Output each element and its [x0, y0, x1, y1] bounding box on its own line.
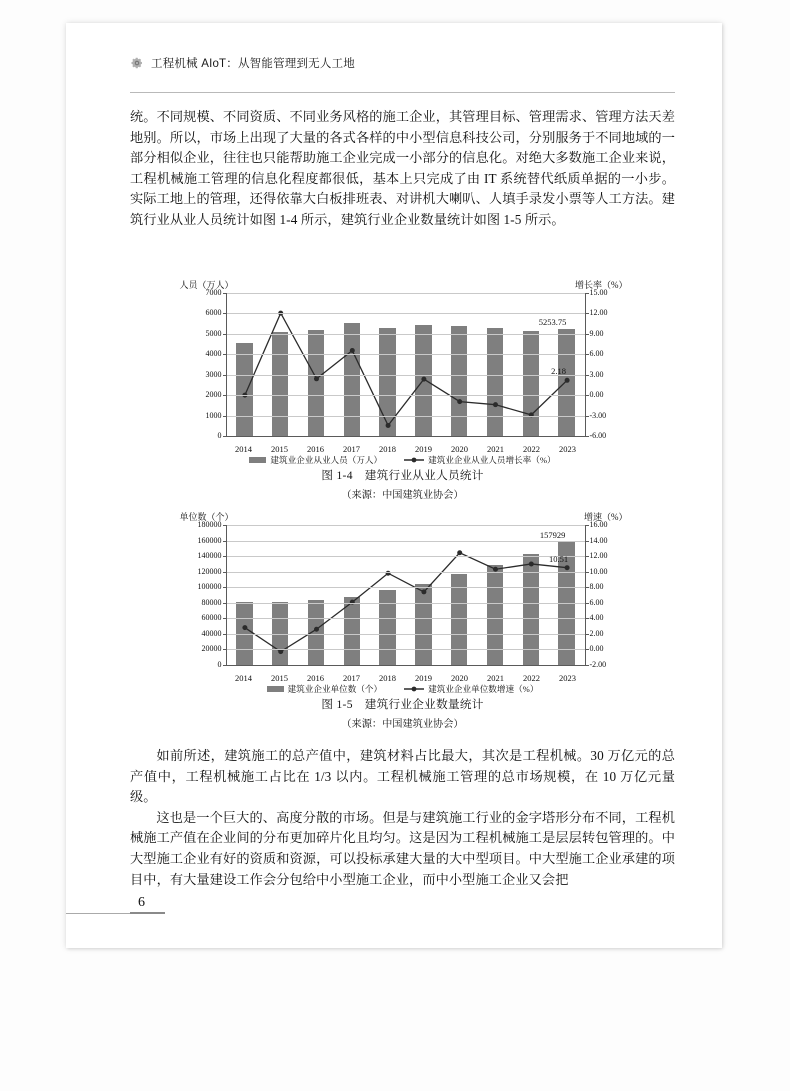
- y2-axis-tick-label: 6.00: [589, 349, 604, 359]
- y-axis-tick-label: 140000: [197, 551, 222, 561]
- legend-item-bar: [267, 683, 383, 695]
- y2-axis-tick: [585, 313, 589, 314]
- y-axis-tick: [223, 587, 227, 588]
- line-marker: [421, 377, 426, 382]
- legend-item-bar: [249, 454, 382, 466]
- y-axis-tick: [223, 416, 227, 417]
- line-marker: [314, 376, 319, 381]
- legend-line-swatch: [404, 456, 424, 464]
- chart-1-5-legend: [178, 683, 628, 695]
- gridline: [227, 541, 585, 542]
- gridline: [227, 556, 585, 557]
- y-axis-tick: [223, 395, 227, 396]
- paragraph-2: 如前所述，建筑施工的总产值中，建筑材料占比最大，其次是工程机械。30 万亿元的总产值中，工程机械施工占比在 1/3 以内。工程机械施工管理的总市场规模，在 10 万亿元量级。: [130, 748, 675, 805]
- chart-1-5-right-axis-title: 增速（%）: [584, 512, 628, 522]
- y-axis-tick: [223, 556, 227, 557]
- y2-axis-tick-label: 8.00: [589, 582, 604, 592]
- y2-axis-tick-label: -6.00: [589, 431, 607, 440]
- gridline: [227, 293, 585, 294]
- y-axis-tick-label: 5000: [205, 328, 222, 338]
- y-axis-tick: [223, 375, 227, 376]
- x-axis-tick-label: 2023: [559, 444, 576, 454]
- gridline: [227, 354, 585, 355]
- gridline: [227, 603, 585, 604]
- data-label: 2.18: [551, 366, 567, 377]
- y2-axis-tick-label: 4.00: [589, 613, 604, 623]
- line-marker: [242, 625, 247, 630]
- gridline: [227, 416, 585, 417]
- paragraph-3: 这也是一个巨大的、高度分散的市场。但是与建筑施工行业的金字塔形分布不同，工程机械施工产值在企业间的分布更加碎片化且均匀。这是因为工程机械施工是层层转包管理的。中大型施工企业有好的资质和资源，可以投标承建大量的大中型项目。中大型施工企业承建的项目中，有大量建设工作会分包给中小型施工企业，而中小型施工企业又会把: [130, 809, 675, 887]
- y2-axis-tick: [585, 665, 589, 666]
- figure-1-4-caption: 图 1-4 建筑行业从业人员统计: [321, 469, 484, 482]
- chart-1-5: [178, 510, 628, 692]
- legend-item-line: [404, 683, 538, 695]
- x-axis-tick-label: 2016: [307, 673, 324, 683]
- y-axis-tick: [223, 634, 227, 635]
- figure-1-4-source: （来源：中国建筑业协会）: [341, 490, 464, 501]
- chart-1-4-plot: [205, 288, 608, 440]
- body-text-top: [130, 107, 675, 231]
- gridline: [227, 572, 585, 573]
- x-axis-tick-label: 2018: [379, 673, 396, 683]
- x-axis-tick-label: 2015: [271, 444, 288, 454]
- chart-1-4-right-axis-title: 增长率（%）: [575, 280, 628, 290]
- y2-axis-tick-label: 6.00: [589, 597, 604, 607]
- line-marker: [528, 561, 533, 566]
- document-page: [66, 23, 722, 948]
- x-axis-tick-label: 2015: [271, 673, 288, 683]
- gear-icon: [130, 56, 144, 70]
- y2-axis-tick: [585, 293, 589, 294]
- y-axis-tick-label: 180000: [197, 520, 222, 529]
- y2-axis-tick: [585, 354, 589, 355]
- y2-axis-tick: [585, 334, 589, 335]
- y-axis-tick-label: 0: [217, 431, 222, 440]
- chart-1-4-left-axis-title: 人员（万人）: [179, 280, 234, 290]
- y-axis-tick: [223, 313, 227, 314]
- body-text-bottom: [130, 746, 675, 890]
- y2-axis-tick-label: 9.00: [589, 328, 604, 338]
- x-axis-tick-label: 2016: [307, 444, 324, 454]
- y2-axis-tick-label: 15.00: [589, 288, 608, 297]
- paragraph-1: 统。不同规模、不同资质、不同业务风格的施工企业，其管理目标、管理需求、管理方法天差地别。所以，市场上出现了大量的各式各样的中小型信息科技公司，分别服务于不同地域的一部分相似企业，往往也只能帮助施工企业完成一小部分的信息化。对绝大多数施工企业来说，工程机械施工管理的信息化程度都很低，基本上只完成了由 IT 系统替代纸质单据的一小步。实际工地上的管理，还得依靠大白板排班表、对讲机大喇叭、人填手录发小票等人工方法。建筑行业从业人员统计如图 1-4 所示，建筑行业企业数量统计如图 1-5 所示。: [130, 109, 675, 227]
- y-axis-tick-label: 160000: [197, 535, 222, 545]
- data-label: 10.51: [549, 553, 569, 564]
- line-marker: [564, 378, 569, 383]
- chart-1-4-line-series: [227, 293, 585, 436]
- x-axis-tick-label: 2017: [343, 673, 360, 683]
- gridline: [227, 313, 585, 314]
- footer-rule: [130, 912, 165, 915]
- y-axis-tick-label: 60000: [201, 613, 222, 623]
- legend-bar-swatch: [267, 686, 284, 692]
- footer-bleed-rule: [66, 913, 130, 914]
- y2-axis-tick-label: 10.00: [589, 566, 608, 576]
- line-marker: [457, 399, 462, 404]
- y2-axis-tick-label: 3.00: [589, 369, 604, 379]
- y-axis-tick-label: 4000: [205, 349, 222, 359]
- x-axis-tick-label: 2022: [523, 673, 540, 683]
- y2-axis-tick: [585, 436, 589, 437]
- y2-axis-tick: [585, 649, 589, 650]
- figure-1-5-source: （来源：中国建筑业协会）: [341, 719, 464, 730]
- y-axis-tick: [223, 436, 227, 437]
- line-marker: [349, 348, 354, 353]
- y-axis-tick-label: 100000: [197, 582, 222, 592]
- y-axis-tick: [223, 354, 227, 355]
- y2-axis-tick-label: 12.00: [589, 551, 608, 561]
- y2-axis-tick-label: 2.00: [589, 628, 604, 638]
- figure-1-5: [130, 510, 675, 730]
- y2-axis-tick-label: 12.00: [589, 308, 608, 318]
- figure-1-4: [130, 278, 675, 501]
- legend-line-label: 建筑业企业单位数增速（%）: [428, 684, 539, 694]
- y-axis-tick-label: 40000: [201, 628, 222, 638]
- y2-axis-tick: [585, 603, 589, 604]
- x-axis-tick-label: 2021: [487, 444, 504, 454]
- y-axis-tick: [223, 572, 227, 573]
- gridline: [227, 618, 585, 619]
- x-axis-tick-label: 2023: [559, 673, 576, 683]
- gridline: [227, 375, 585, 376]
- x-axis-tick-label: 2019: [415, 673, 432, 683]
- y2-axis-tick: [585, 541, 589, 542]
- line-marker: [385, 423, 390, 428]
- line-marker: [314, 627, 319, 632]
- y2-axis-tick-label: -2.00: [589, 660, 607, 669]
- y2-axis-tick: [585, 587, 589, 588]
- y-axis-tick-label: 20000: [201, 644, 222, 654]
- y-axis-tick: [223, 649, 227, 650]
- y2-axis-tick: [585, 572, 589, 573]
- y-axis-tick-label: 6000: [205, 308, 222, 318]
- page-number: 6: [138, 894, 145, 910]
- running-header: [130, 55, 675, 71]
- y-axis-tick-label: 7000: [205, 288, 222, 297]
- chart-1-5-left-axis-title: 单位数（个）: [179, 512, 234, 522]
- chart-1-5-line-series: [227, 525, 585, 665]
- y2-axis-tick-label: 0.00: [589, 644, 604, 654]
- x-axis-tick-label: 2022: [523, 444, 540, 454]
- gridline: [227, 525, 585, 526]
- y2-axis-tick: [585, 525, 589, 526]
- y-axis-tick-label: 1000: [205, 410, 222, 420]
- legend-bar-swatch: [249, 457, 266, 463]
- y-axis-tick: [223, 293, 227, 294]
- header-divider: [130, 92, 675, 93]
- x-axis-tick-label: 2017: [343, 444, 360, 454]
- y-axis-tick: [223, 603, 227, 604]
- legend-line-label: 建筑业企业从业人员增长率（%）: [428, 455, 556, 465]
- y2-axis-tick-label: 14.00: [589, 535, 608, 545]
- y2-axis-tick: [585, 556, 589, 557]
- chart-1-4-x-axis-labels: [226, 444, 586, 454]
- line-marker: [493, 402, 498, 407]
- y-axis-tick: [223, 541, 227, 542]
- x-axis-tick-label: 2020: [451, 444, 468, 454]
- legend-line-swatch: [404, 685, 424, 693]
- x-axis-tick-label: 2014: [235, 444, 252, 454]
- line-marker: [564, 565, 569, 570]
- y2-axis-tick: [585, 395, 589, 396]
- page-footer: [130, 895, 330, 915]
- x-axis-tick-label: 2021: [487, 673, 504, 683]
- gridline: [227, 634, 585, 635]
- y-axis-tick: [223, 665, 227, 666]
- y2-axis-tick-label: -3.00: [589, 410, 607, 420]
- y2-axis-tick-label: 0.00: [589, 390, 604, 400]
- gridline: [227, 649, 585, 650]
- legend-bar-label: 建筑业企业从业人员（万人）: [270, 455, 383, 465]
- line-marker: [421, 589, 426, 594]
- y2-axis-tick: [585, 634, 589, 635]
- legend-item-line: [404, 454, 555, 466]
- chart-1-4: [178, 278, 628, 463]
- y-axis-tick-label: 80000: [201, 597, 222, 607]
- x-axis-tick-label: 2020: [451, 673, 468, 683]
- legend-bar-label: 建筑业企业单位数（个）: [287, 684, 383, 694]
- y-axis-tick: [223, 618, 227, 619]
- y2-axis-tick: [585, 375, 589, 376]
- chart-1-5-plot: [197, 520, 608, 669]
- y-axis-tick-label: 120000: [197, 566, 222, 576]
- x-axis-tick-label: 2014: [235, 673, 252, 683]
- y2-axis-tick: [585, 618, 589, 619]
- chart-1-4-legend: [178, 454, 628, 466]
- data-label: 157929: [539, 530, 566, 541]
- y-axis-tick-label: 2000: [205, 390, 222, 400]
- chart-1-5-x-axis-labels: [226, 673, 586, 683]
- y-axis-tick: [223, 334, 227, 335]
- line-path: [244, 313, 566, 425]
- gridline: [227, 334, 585, 335]
- line-marker: [457, 550, 462, 555]
- y2-axis-tick: [585, 416, 589, 417]
- y-axis-tick-label: 0: [217, 660, 222, 669]
- gridline: [227, 587, 585, 588]
- y-axis-tick-label: 3000: [205, 369, 222, 379]
- x-axis-tick-label: 2018: [379, 444, 396, 454]
- y-axis-tick: [223, 525, 227, 526]
- data-label: 5253.75: [538, 316, 567, 327]
- running-header-title: 工程机械 AIoT：从智能管理到无人工地: [151, 58, 355, 70]
- gridline: [227, 395, 585, 396]
- figure-1-5-caption: 图 1-5 建筑行业企业数量统计: [321, 698, 484, 711]
- y2-axis-tick-label: 16.00: [589, 520, 608, 529]
- x-axis-tick-label: 2019: [415, 444, 432, 454]
